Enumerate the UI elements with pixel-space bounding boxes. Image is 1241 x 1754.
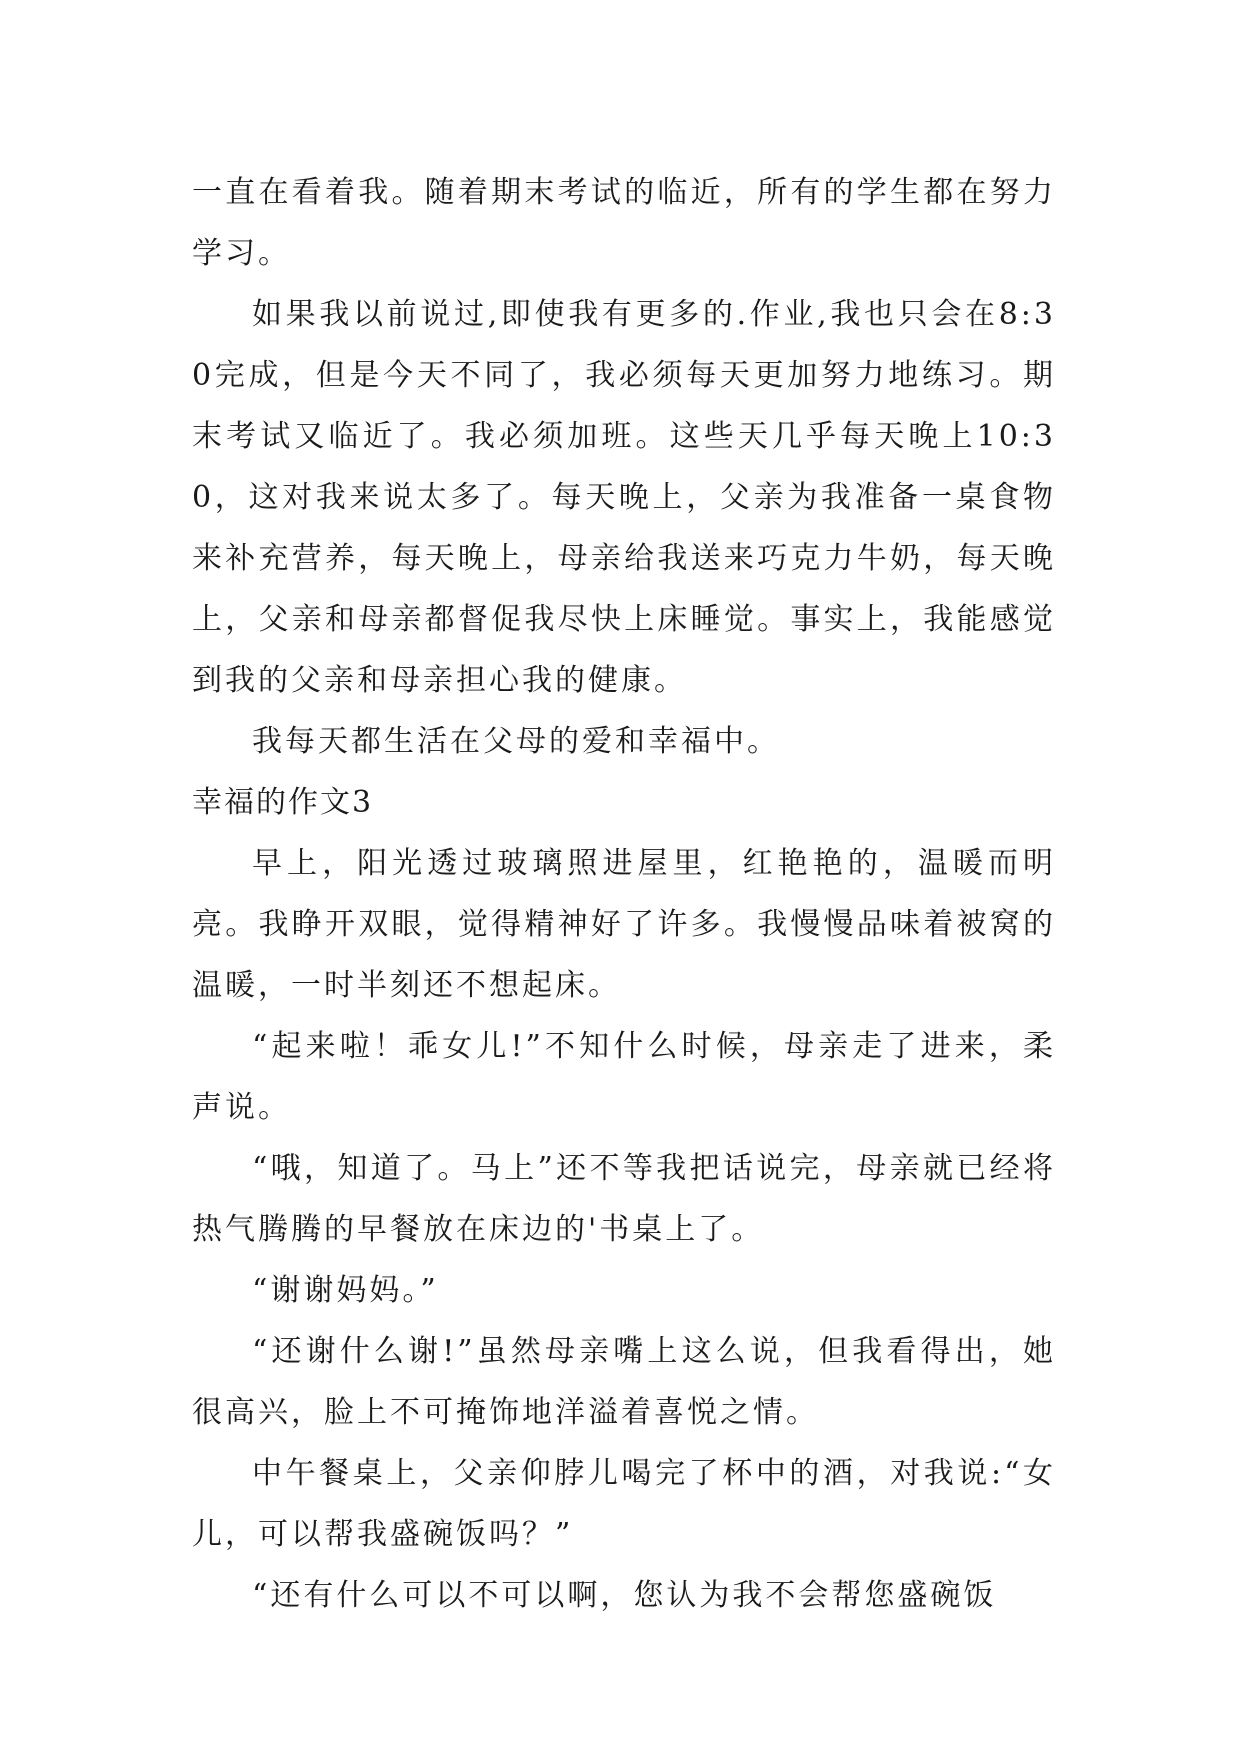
paragraph-homework: 如果我以前说过,即使我有更多的.作业,我也只会在8:30完成，但是今天不同了，我必须每天更加努力地练习。期末考试又临近了。我必须加班。这些天几乎每天晚上10:30，这对我来说太多了。每天晚上，父亲为我准备一桌食物来补充营养，每天晚上，母亲给我送来巧克力牛奶，每天晚上，父亲和母亲都督促我尽快上床睡觉。事实上，我能感觉到我的父亲和母亲担心我的健康。 [192,297,1056,698]
paragraph-rice: “还有什么可以不可以啊，您认为我不会帮您盛碗饭 [252,1578,997,1613]
paragraph-breakfast: “哦，知道了。马上”还不等我把话说完，母亲就已经将热气腾腾的早餐放在床边的'书桌上了。 [192,1151,1056,1247]
paragraph-thanks: “谢谢妈妈。” [252,1273,439,1308]
document-body [192,162,1056,1626]
paragraph-continuation: 一直在看着我。随着期末考试的临近，所有的学生都在努力学习。 [192,175,1056,271]
paragraph-wake-up: “起来啦！乖女儿!”不知什么时候，母亲走了进来，柔声说。 [192,1029,1056,1125]
paragraph-lunch: 中午餐桌上，父亲仰脖儿喝完了杯中的酒，对我说:“女儿，可以帮我盛碗饭吗？” [192,1456,1056,1552]
essay-title: 幸福的作文3 [192,785,374,820]
paragraph-parents-love: 我每天都生活在父母的爱和幸福中。 [252,724,780,759]
paragraph-morning: 早上，阳光透过玻璃照进屋里，红艳艳的，温暖而明亮。我睁开双眼，觉得精神好了许多。我慢慢品味着被窝的温暖，一时半刻还不想起床。 [192,846,1056,1003]
paragraph-mother-happy: “还谢什么谢!”虽然母亲嘴上这么说，但我看得出，她很高兴，脸上不可掩饰地洋溢着喜悦之情。 [192,1334,1056,1430]
